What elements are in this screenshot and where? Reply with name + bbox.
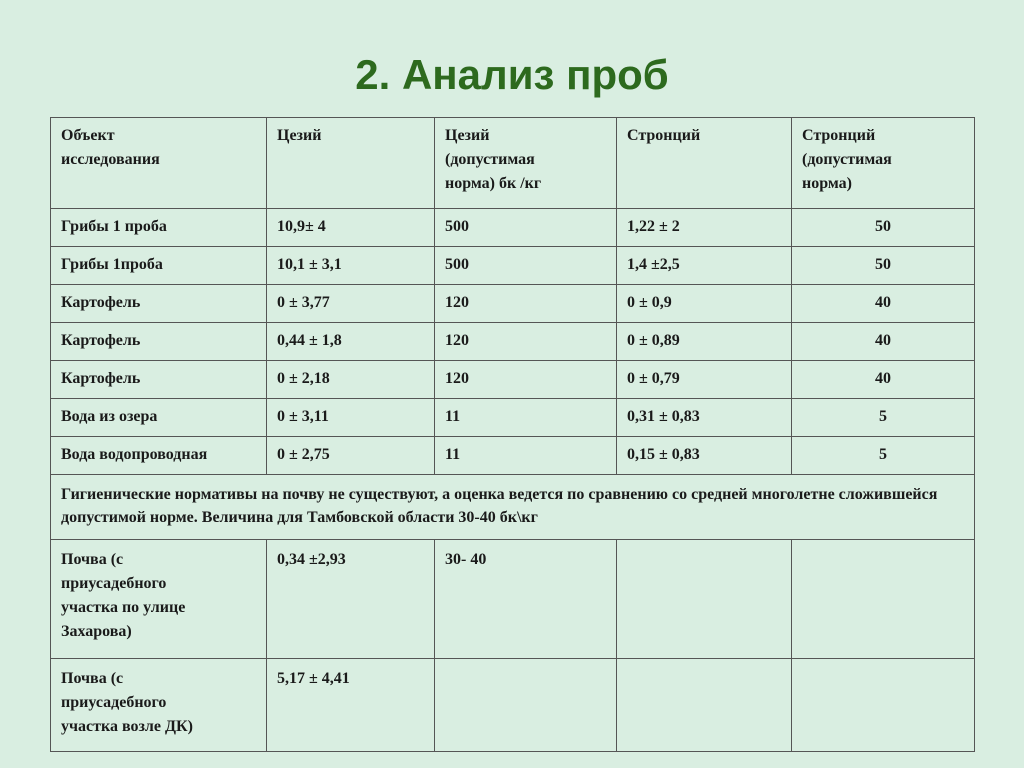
soil-norm-note: Гигиенические нормативы на почву не существуют, а оценка ведется по сравнению со средней многолетне сложившейся допустимой норме. Величина для Тамбовской области 30-40 бк\кг: [51, 475, 975, 540]
cell-cesium: 10,9± 4: [267, 209, 435, 247]
table-row: [51, 209, 975, 247]
header-cesium: Цезий: [267, 118, 435, 209]
cell-strontium-norm: 5: [792, 437, 975, 475]
table-row: [51, 361, 975, 399]
cell-strontium-norm: 50: [792, 209, 975, 247]
cell-object: Вода из озера: [51, 399, 267, 437]
cell-cesium: 0 ± 2,75: [267, 437, 435, 475]
cell-strontium: [617, 659, 792, 752]
header-object: Объект исследования: [51, 118, 267, 209]
cell-object: Картофель: [51, 361, 267, 399]
cell-strontium: 0,15 ± 0,83: [617, 437, 792, 475]
cell-object: Почва (с приусадебного участка возле ДК): [51, 659, 267, 752]
cell-strontium: [617, 540, 792, 659]
cell-strontium: 0 ± 0,89: [617, 323, 792, 361]
cell-object: Картофель: [51, 285, 267, 323]
header-cesium-norm: Цезий (допустимая норма) бк /кг: [435, 118, 617, 209]
cell-strontium-norm: 5: [792, 399, 975, 437]
cell-strontium-norm: [792, 540, 975, 659]
cell-cesium: 10,1 ± 3,1: [267, 247, 435, 285]
cell-strontium: 0 ± 0,9: [617, 285, 792, 323]
page-title: 2. Анализ проб: [355, 51, 669, 98]
header-strontium-norm: Стронций (допустимая норма): [792, 118, 975, 209]
table-row: [51, 323, 975, 361]
cell-cesium: 0,34 ±2,93: [267, 540, 435, 659]
cell-cesium: 0 ± 2,18: [267, 361, 435, 399]
cell-cesium-norm: 11: [435, 437, 617, 475]
cell-cesium-norm: [435, 659, 617, 752]
cell-cesium-norm: 120: [435, 361, 617, 399]
cell-strontium: 0 ± 0,79: [617, 361, 792, 399]
cell-strontium: 1,22 ± 2: [617, 209, 792, 247]
cell-cesium: 0,44 ± 1,8: [267, 323, 435, 361]
header-strontium: Стронций: [617, 118, 792, 209]
cell-cesium: 0 ± 3,77: [267, 285, 435, 323]
cell-strontium-norm: 40: [792, 285, 975, 323]
table-row: [51, 399, 975, 437]
cell-cesium-norm: 120: [435, 323, 617, 361]
table-row: [51, 285, 975, 323]
cell-cesium-norm: 500: [435, 209, 617, 247]
table-row: [51, 437, 975, 475]
cell-object: Грибы 1проба: [51, 247, 267, 285]
results-table: [50, 117, 975, 752]
table-row: [51, 247, 975, 285]
table-header-row: [51, 118, 975, 209]
table-row: [51, 540, 975, 659]
table-note-row: [51, 475, 975, 540]
cell-strontium-norm: 50: [792, 247, 975, 285]
cell-strontium: 0,31 ± 0,83: [617, 399, 792, 437]
cell-cesium: 0 ± 3,11: [267, 399, 435, 437]
cell-cesium-norm: 500: [435, 247, 617, 285]
table-row: [51, 659, 975, 752]
cell-strontium-norm: [792, 659, 975, 752]
cell-cesium: 5,17 ± 4,41: [267, 659, 435, 752]
cell-strontium-norm: 40: [792, 361, 975, 399]
cell-object: Грибы 1 проба: [51, 209, 267, 247]
cell-cesium-norm: 120: [435, 285, 617, 323]
cell-cesium-norm: 30- 40: [435, 540, 617, 659]
cell-object: Вода водопроводная: [51, 437, 267, 475]
cell-strontium-norm: 40: [792, 323, 975, 361]
cell-object: Картофель: [51, 323, 267, 361]
cell-object: Почва (с приусадебного участка по улице Захарова): [51, 540, 267, 659]
cell-cesium-norm: 11: [435, 399, 617, 437]
cell-strontium: 1,4 ±2,5: [617, 247, 792, 285]
